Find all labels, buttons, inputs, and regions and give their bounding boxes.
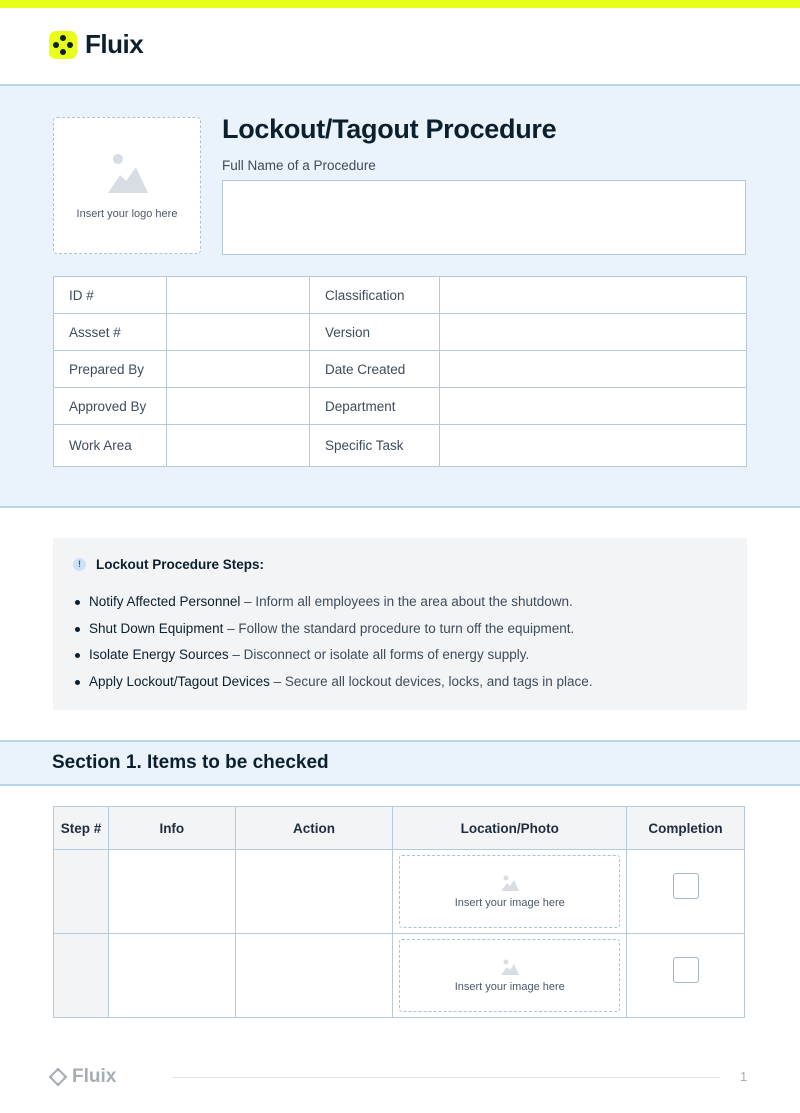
list-item: [75, 674, 593, 690]
items-check-table: [53, 806, 745, 1018]
action-cell[interactable]: [235, 850, 393, 934]
step-description: – Secure all lockout devices, locks, and tags in place.: [269, 673, 593, 689]
column-header-location-photo: Location/Photo: [393, 807, 627, 850]
brand-name: Fluix: [85, 29, 144, 59]
steps-title: Lockout Procedure Steps:: [96, 557, 265, 572]
step-name: Isolate Energy Sources: [89, 647, 229, 662]
section-1-header: [0, 740, 800, 786]
column-header-completion: Completion: [627, 807, 745, 850]
table-row: [54, 425, 747, 467]
step-description: – Inform all employees in the area about the shutdown.: [240, 594, 573, 609]
approved-by-label: Approved By: [54, 388, 167, 425]
action-cell[interactable]: [235, 934, 393, 1018]
step-name: Shut Down Equipment: [89, 620, 224, 636]
date-created-field[interactable]: [440, 351, 747, 388]
date-created-label: Date Created: [310, 351, 440, 388]
classification-label: Classification: [310, 277, 440, 314]
footer-brand: [49, 1066, 116, 1088]
steps-list: [75, 594, 593, 700]
table-row: [54, 850, 745, 934]
procedure-info-table: [53, 276, 747, 467]
document-title: Lockout/Tagout Procedure: [222, 114, 557, 144]
step-number-cell[interactable]: [54, 850, 109, 934]
fluix-logo-icon: [49, 31, 77, 59]
department-field[interactable]: [440, 388, 747, 425]
step-name: Notify Affected Personnel: [89, 594, 241, 609]
fluix-outline-icon: [49, 1068, 67, 1086]
info-cell[interactable]: [108, 934, 235, 1018]
table-header-row: [54, 807, 745, 850]
info-cell[interactable]: [108, 850, 235, 934]
full-name-label: Full Name of a Procedure: [222, 158, 376, 173]
image-placeholder-icon: [501, 874, 519, 892]
specific-task-label: Specific Task: [310, 425, 440, 467]
id-label: ID #: [54, 277, 167, 314]
column-header-action: Action: [235, 807, 393, 850]
photo-cell: [393, 934, 627, 1018]
step-description: – Follow the standard procedure to turn off the equipment.: [223, 620, 575, 636]
logo-placeholder-label: Insert your logo here: [76, 208, 178, 220]
table-row: [54, 934, 745, 1018]
version-label: Version: [310, 314, 440, 351]
footer-divider: [172, 1077, 720, 1078]
image-placeholder-icon: [501, 958, 519, 976]
work-area-label: Work Area: [54, 425, 167, 467]
version-field[interactable]: [440, 314, 747, 351]
footer-brand-name: Fluix: [72, 1066, 117, 1087]
list-item: [75, 621, 593, 637]
logo-upload-box[interactable]: [53, 117, 201, 254]
department-label: Department: [310, 388, 440, 425]
step-description: – Disconnect or isolate all forms of energy supply.: [228, 647, 530, 662]
full-name-field[interactable]: [222, 180, 746, 255]
image-slot-label: Insert your image here: [454, 897, 565, 909]
alert-icon: !: [73, 558, 86, 571]
approved-by-field[interactable]: [167, 388, 310, 425]
prepared-by-label: Prepared By: [54, 351, 167, 388]
column-header-info: Info: [108, 807, 235, 850]
section-title: Section 1. Items to be checked: [52, 752, 329, 773]
list-item: [75, 647, 593, 663]
asset-label: Assset #: [54, 314, 167, 351]
image-slot-label: Insert your image here: [454, 981, 565, 993]
completion-checkbox[interactable]: [673, 873, 699, 899]
step-name: Apply Lockout/Tagout Devices: [89, 673, 270, 689]
table-row: [54, 351, 747, 388]
image-upload-slot[interactable]: [399, 855, 620, 928]
procedure-steps-callout: [53, 538, 747, 710]
list-item: [75, 594, 593, 610]
table-row: [54, 277, 747, 314]
prepared-by-field[interactable]: [167, 351, 310, 388]
brand-logo: [49, 29, 143, 60]
id-field[interactable]: [167, 277, 310, 314]
column-header-step: Step #: [54, 807, 109, 850]
specific-task-field[interactable]: [440, 425, 747, 467]
completion-checkbox[interactable]: [673, 957, 699, 983]
step-number-cell[interactable]: [54, 934, 109, 1018]
table-row: [54, 388, 747, 425]
completion-cell: [627, 934, 745, 1018]
table-row: [54, 314, 747, 351]
image-placeholder-icon: [106, 151, 150, 195]
steps-header: [73, 557, 264, 572]
completion-cell: [627, 850, 745, 934]
page-number: 1: [740, 1069, 748, 1084]
asset-field[interactable]: [167, 314, 310, 351]
image-upload-slot[interactable]: [399, 939, 620, 1012]
top-accent-bar: [0, 0, 800, 8]
work-area-field[interactable]: [167, 425, 310, 467]
photo-cell: [393, 850, 627, 934]
classification-field[interactable]: [440, 277, 747, 314]
